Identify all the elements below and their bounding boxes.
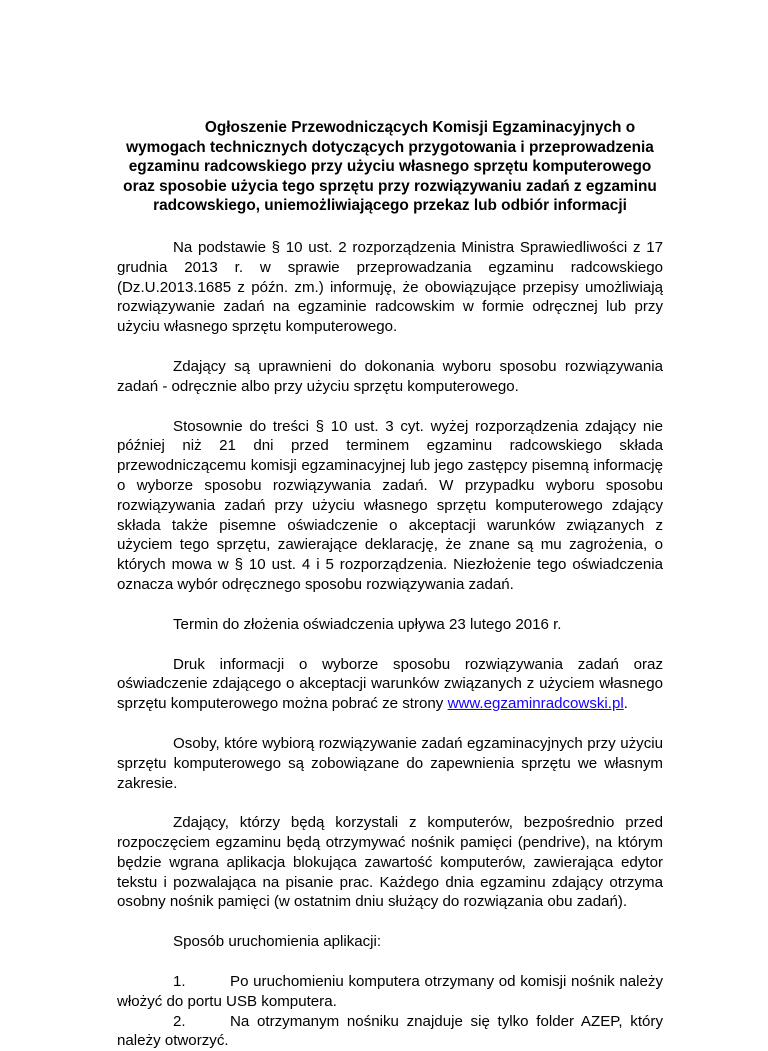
spacer [117,714,663,734]
title-line: radcowskiego, uniemożliwiającego przekaz lub odbiór informacji [153,197,627,215]
spacer [117,216,663,238]
paragraph-pendrive: Zdający, którzy będą korzystali z komputerów, bezpośrednio przed rozpoczęciem egzaminu będą otrzymywać nośnik pamięci (pendrive), na którym będzie wgrana aplikacja blokująca zawartość komputerów, zawierająca edytor tekstu i pozwalająca na pisanie prac. Każdego dnia egzaminu zdający otrzyma osobny nośnik pamięci (w ostatnim dniu służący do rozwiązania obu zadań). [117,814,663,911]
list-number: 1. [173,973,186,991]
title-line: Ogłoszenie Przewodniczących Komisji Egzaminacyjnych o [204,119,636,136]
spacer [117,595,663,615]
spacer [117,793,663,813]
paragraph-procedure: Stosownie do treści § 10 ust. 3 cyt. wyżej rozporządzenia zdający nie później niż 21 dni przed terminem egzaminu radcowskiego składa przewodniczącemu komisji egzaminacyjnej lub jego zastępcy pisemną informację o wyborze sposobu rozwiązywania zadań. W przypadku wyboru sposobu rozwiązywania zadań przy użyciu własnego sprzętu komputerowego zdający składa także pisemne oświadczenie o akceptacji warunków związanych z użyciem tego sprzętu, zawierające deklarację, że znane są mu zagrożenia, o których mowa w § 10 ust. 4 i 5 rozporządzenia. Niezłożenie tego oświadczenia oznacza wybór odręcznego sposobu rozwiązywania zadań. [117,417,663,593]
list-text: Po uruchomieniu komputera otrzymany od komisji nośnik należy włożyć do portu USB komputera. [117,973,663,1010]
document-title [117,118,663,216]
paragraph-choice: Zdający są uprawnieni do dokonania wyboru sposobu rozwiązywania zadań - odręcznie albo przy użyciu sprzętu komputerowego. [117,357,663,395]
paragraph-launch-heading: Sposób uruchomienia aplikacji: [173,933,382,951]
list-text: Na otrzymanym nośniku znajduje się tylko folder AZEP, który należy otworzyć. [117,1012,663,1050]
download-text-end: . [623,695,628,713]
website-link[interactable]: www.egzaminradcowski.pl [447,695,624,713]
spacer [117,635,663,655]
spacer [117,337,663,357]
spacer [117,952,663,972]
spacer [117,397,663,417]
spacer [117,912,663,932]
list-item [117,972,663,1012]
title-line: oraz sposobie użycia tego sprzętu przy rozwiązywaniu zadań z egzaminu [123,177,657,195]
paragraph-legal-basis: Na podstawie § 10 ust. 2 rozporządzenia Ministra Sprawiedliwości z 17 grudnia 2013 r. w sprawie przeprowadzania egzaminu radcowskiego (Dz.U.2013.1685 z późn. zm.) informuję, że obowiązujące przepisy umożliwiają rozwiązywanie zadań na egzaminie radcowskim w formie odręcznej lub przy użyciu własnego sprzętu komputerowego. [117,238,663,336]
download-text: Druk informacji o wyborze sposobu rozwiązywania zadań oraz oświadczenie zdającego o akceptacji warunków związanych z użyciem własnego sprzętu komputerowego można pobrać ze strony [117,655,663,713]
paragraph-deadline: Termin do złożenia oświadczenia upływa 23 lutego 2016 r. [173,615,562,633]
title-line: wymogach technicznych dotyczących przygotowania i przeprowadzenia [126,138,654,156]
title-line: egzaminu radcowskiego przy użyciu własnego sprzętu komputerowego [128,158,652,176]
list-item [117,1012,663,1051]
list-number: 2. [173,1012,186,1030]
paragraph-download [117,655,663,714]
paragraph-own-equipment: Osoby, które wybiorą rozwiązywanie zadań egzaminacyjnych przy użyciu sprzętu komputerowego są zobowiązane do zapewnienia sprzętu we własnym zakresie. [117,734,663,792]
